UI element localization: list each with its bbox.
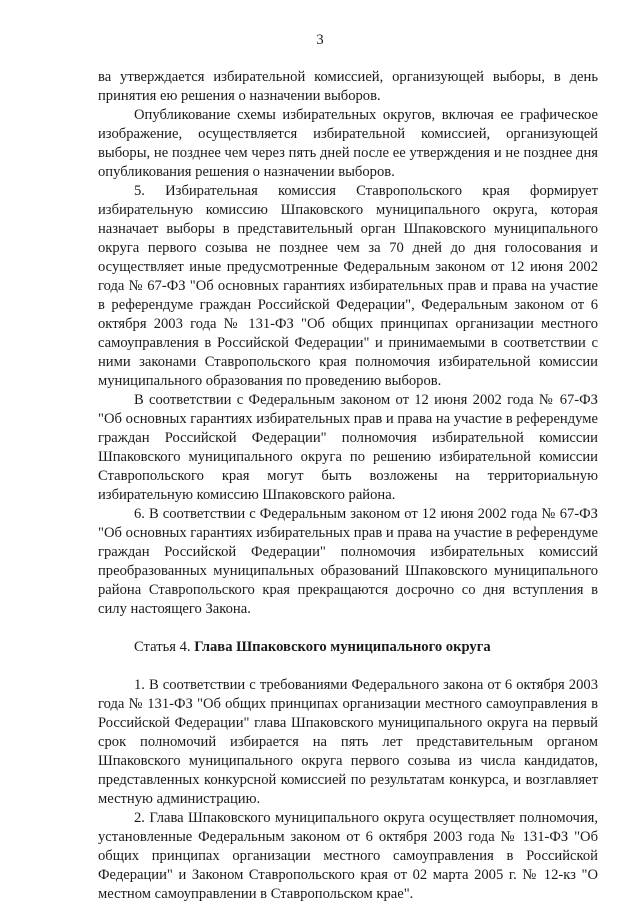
article-heading: [98, 638, 598, 657]
document-body: [98, 68, 598, 904]
article-title: Глава Шпаковского муниципального округа: [194, 639, 491, 655]
paragraph-scheme-publication: Опубликование схемы избирательных округов, включая ее графическое изображение, осуществляется избирательной комиссией, организующей выборы, не позднее чем через пять дней после ее утверждения и не позднее дня опубликования решения о назначении выборов.: [98, 107, 598, 180]
paragraph-item-5: 5. Избирательная комиссия Ставропольского края формирует избирательную комиссию Шпаковского муниципального округа, которая назначает выборы в представительный орган Шпаковского муниципального округа первого созыва не позднее чем за 70 дней до дня голосования и осуществляет иные предусмотренные Федеральным законом от 12 июня 2002 года № 67-ФЗ "Об основных гарантиях избирательных прав и права на участие в референдуме граждан Российской Федерации", Федеральным законом от 6 октября 2003 года № 131-ФЗ "Об общих принципах организации местного самоуправления в Российской Федерации" и принимаемыми в соответствии с ними законами Ставропольского края полномочия избирательной комиссии муниципального образования по проведению выборов.: [98, 183, 598, 389]
paragraph-item-6: 6. В соответствии с Федеральным законом от 12 июня 2002 года № 67-ФЗ "Об основных гарантиях избирательных прав и права на участие в референдуме граждан Российской Федерации" полномочия избирательных комиссий преобразованных муниципальных образований Шпаковского муниципального района Ставропольского края прекращаются досрочно со дня вступления в силу настоящего Закона.: [98, 506, 598, 617]
paragraph-continuation: ва утверждается избирательной комиссией, организующей выборы, в день принятия ею решения о назначении выборов.: [98, 69, 598, 104]
paragraph-article-4-item-2: 2. Глава Шпаковского муниципального округа осуществляет полномочия, установленные Федеральным законом от 6 октября 2003 года № 131-ФЗ "Об общих принципах организации местного самоуправления в Российской Федерации" и Законом Ставропольского края от 02 марта 2005 г. № 12-кз "О местном самоуправлении в Ставропольском крае".: [98, 810, 598, 902]
article-number: Статья 4.: [134, 639, 195, 655]
paragraph-item-5-delegation: В соответствии с Федеральным законом от 12 июня 2002 года № 67-ФЗ "Об основных гарантиях избирательных прав и права на участие в референдуме граждан Российской Федерации" полномочия избирательной комиссии Шпаковского муниципального округа по решению избирательной комиссии Ставропольского края могут быть возложены на территориальную избирательную комиссию Шпаковского района.: [98, 392, 598, 503]
paragraph-article-4-item-1: 1. В соответствии с требованиями Федерального закона от 6 октября 2003 года № 131-ФЗ "Об общих принципах организации местного самоуправления в Российской Федерации" глава Шпаковского муниципального округа на первый срок полномочий избирается на пять лет представительным органом Шпаковского муниципального округа первого созыва из числа кандидатов, представленных конкурсной комиссией по результатам конкурса, и возглавляет местную администрацию.: [98, 677, 598, 807]
page-number: 3: [316, 32, 324, 48]
